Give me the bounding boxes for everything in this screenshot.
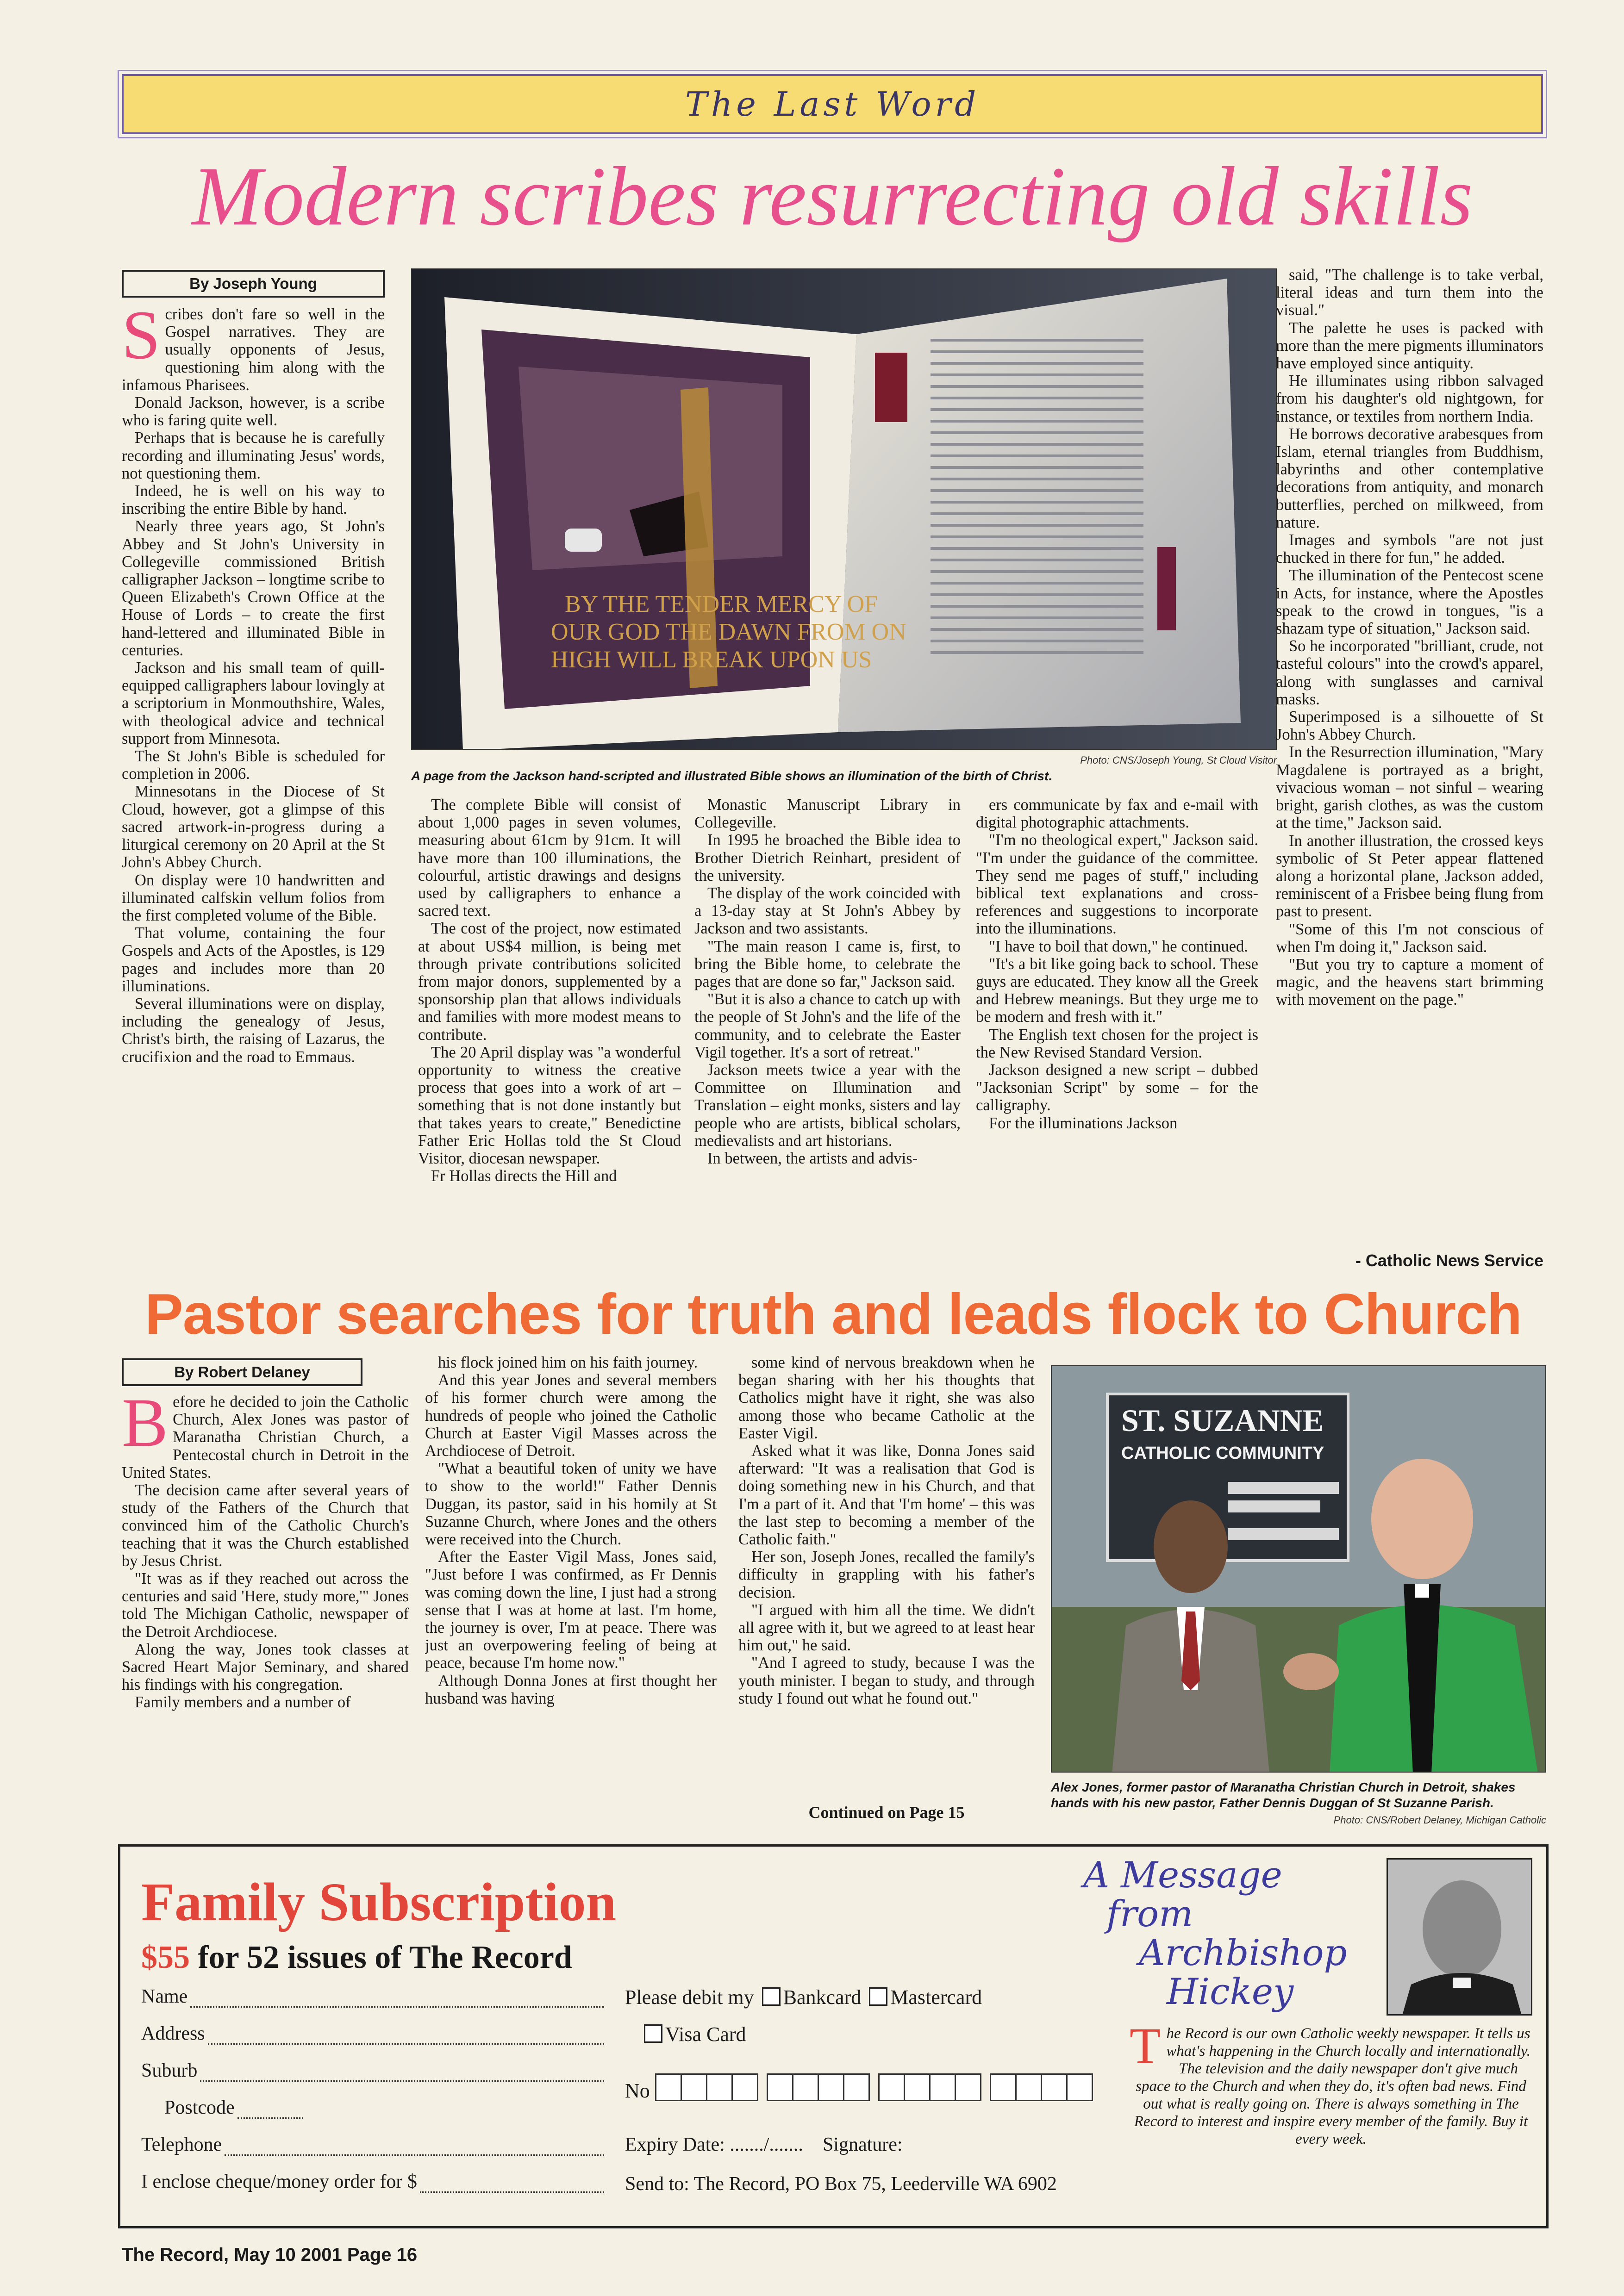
archbishop-message-title: A Message from Archbishop Hickey bbox=[1083, 1854, 1347, 2013]
article1-column-1: Scribes don't fare so well in the Gospel narratives. They are usually opponents of Jesus, questioning him along with the infamous Pharisees. Donald Jackson, however, is a scribe who is faring quite well. Perhaps that is because he is carefully recording and illuminating Jesus' words, not questioning them. Indeed, he is well on his way to inscribing the entire Bible by hand. Nearly three years ago, St John's Abbey and St John's University in Collegeville commissioned British calligrapher Jackson – longtime scribe to Queen Elizabeth's Crown Office at the House of Lords – to create the first hand-lettered and illuminated Bible in centuries. Jackson and his small team of quill-equipped calligraphers labour lovingly at a scriptorium in Monmouthshire, Wales, with theological advice and technical support from Minnesota. The St John's Bible is scheduled for completion in 2006. Minnesotans in the Diocese of St Cloud, however, got a glimpse of this sacred artwork-in-progress during a liturgical ceremony on 20 April at the St John's Abbey Church. On display were 10 handwritten and illuminated calfskin vellum folios from the first completed volume of the Bible. That volume, containing the four Gospels and Acts of the Apostles, is 129 pages and includes more than 20 illuminations. Several illuminations were on display, including the genealogy of Jesus, Christ's birth, the raising of Lazarus, the crucifixion and the road to Emmaus. bbox=[122, 305, 385, 1066]
article1-column-3: Monastic Manuscript Library in Collegeville. In 1995 he broached the Bible idea to Brother Dietrich Reinhart, president of the university. The display of the work coincided with a 13-day stay at St John's Abbey by Jackson and two assistants. "The main reason I came is, first, to bring the Bible home, to celebrate the pages that are done so far," Jackson said. "But it is also a chance to catch up with the people of St John's and the life of the community, and to celebrate the Easter Vigil together. It's a sort of retreat." Jackson meets twice a year with the Committee on Illumination and Translation – eight monks, sisters and lay people who are artists, biblical scholars, medievalists and art historians. In between, the artists and advis- bbox=[694, 796, 961, 1168]
telephone-field[interactable]: Telephone bbox=[141, 2134, 604, 2156]
name-field[interactable]: Name bbox=[141, 1985, 604, 2008]
section-banner: The Last Word bbox=[122, 74, 1543, 134]
article1-column-2: The complete Bible will consist of about 1,000 pages in seven volumes, measuring about 61cm by 91cm. It will have more than 100 illuminations, the colourful, artistic drawings and designs used by calligraphers to enhance a sacred text. The cost of the project, now estimated at about US$4 million, is being met through private contributions solicited from major donors, supplemented by a sponsorship plan that allows individuals and families with more modest means to contribute. The 20 April display was "a wonderful opportunity to witness the creative process that goes into a work of art – something that is not done instantly but that takes years to create," Benedictine Father Eric Hollas told the St Cloud Visitor, diocesan newspaper. Fr Hollas directs the Hill and bbox=[418, 796, 681, 1185]
article1-signoff: - Catholic News Service bbox=[1355, 1251, 1543, 1270]
bible-illumination-photo bbox=[411, 268, 1277, 750]
dropcap: S bbox=[122, 305, 161, 373]
illumination-text-line-2: OUR GOD THE DAWN FROM ON bbox=[551, 619, 906, 645]
mastercard-checkbox[interactable] bbox=[869, 1987, 887, 2006]
article1-column-4: ers communicate by fax and e-mail with digital photographic attachments. "I'm no theological expert," Jackson said. "I'm under the guidance of the committee. They send me pages of stuff," including biblical text explanations and cross-references and suggestions to incorporate into the illuminations. "I have to boil that down," he continued. "It's a bit like going back to school. These guys are educated. They know all the Greek and Hebrew meanings. But they urge me to be modern and fresh with it." The English text chosen for the project is the New Revised Standard Version. Jackson designed a new script – dubbed "Jacksonian Script" by some – for the calligraphy. For the illuminations Jackson bbox=[976, 796, 1258, 1132]
send-to-address: Send to: The Record, PO Box 75, Leederville WA 6902 bbox=[625, 2173, 1057, 2195]
subscription-price: $55 for 52 issues of The Record bbox=[141, 1940, 572, 1975]
article2-column-1: Before he decided to join the Catholic Church, Alex Jones was pastor of Maranatha Christian Church, a Pentecostal church in Detroit in the United States. The decision came after several years of study of the Fathers of the Church that convinced him of the Catholic Church's teaching that it was the Church established by Jesus Christ. "It was as if they reached out across the centuries and said 'Here, study more,'" Jones told The Michigan Catholic, newspaper of the Detroit Archdiocese. Along the way, Jones took classes at Sacred Heart Major Seminary, and shared his findings with his congregation. Family members and a number of bbox=[122, 1393, 409, 1711]
bible-photo-image bbox=[412, 269, 1277, 750]
postcode-field[interactable]: Postcode bbox=[164, 2097, 303, 2119]
subscription-form bbox=[118, 1844, 1549, 2228]
handshake-photo bbox=[1051, 1365, 1546, 1773]
visa-checkbox[interactable] bbox=[644, 2024, 662, 2043]
dropcap: B bbox=[122, 1393, 169, 1461]
visa-option: Visa Card bbox=[641, 2022, 746, 2046]
article2-column-3: some kind of nervous breakdown when he began sharing with her his thoughts that Catholics might have it right, she was also among those who became Catholic at the Easter Vigil. Asked what it was like, Donna Jones said afterward: "It was a realisation that God is doing something new in his Church, and that I'm a part of it. And that 'I'm home' – this was the last step to becoming a member of the Catholic faith." Her son, Joseph Jones, recalled the family's difficulty in grappling with his father's decision. "I argued with him all the time. We didn't all agree with it, but we agreed to at least hear him out," he said. "And I agreed to study, because I was the youth minister. I began to study, and through study I found out what he found out." bbox=[738, 1354, 1035, 1707]
continued-note: Continued on Page 15 bbox=[808, 1803, 965, 1822]
article2-photo-caption: Alex Jones, former pastor of Maranatha Christian Church in Detroit, shakes hands with his new pastor, Father Dennis Duggan of St Suzanne Parish. bbox=[1051, 1780, 1516, 1810]
expiry-signature-row[interactable]: Expiry Date: ......./....... Signature: bbox=[625, 2134, 903, 2155]
debit-options: Please debit my Bankcard Mastercard bbox=[625, 1986, 982, 2009]
article2-photo-credit: Photo: CNS/Robert Delaney, Michigan Catholic bbox=[1333, 1814, 1546, 1826]
page-footer: The Record, May 10 2001 Page 16 bbox=[122, 2245, 418, 2265]
article2-byline: By Robert Delaney bbox=[122, 1358, 362, 1386]
article1-byline: By Joseph Young bbox=[122, 270, 385, 298]
illumination-text-line-1: BY THE TENDER MERCY OF bbox=[565, 591, 878, 617]
archbishop-portrait-image bbox=[1388, 1860, 1532, 2016]
card-number-boxes[interactable] bbox=[655, 2073, 1093, 2101]
article1-photo-caption: A page from the Jackson hand-scripted and illustrated Bible shows an illumination of the birth of Christ. bbox=[411, 769, 1053, 783]
article1-column-5: said, "The challenge is to take verbal, literal ideas and turn them into the visual." The palette he uses is packed with more than the mere pigments illuminators have employed since antiquity. He illuminates using ribbon salvaged from his daughter's old nightgown, for instance, or textiles from northern India. He borrows decorative arabesques from Islam, eternal triangles from Buddhism, labyrinths and other contemplative decorations from antiquity, and monarch butterflies, perched on milkweed, from nature. Images and symbols "are not just chucked in there for fun," he added. The illumination of the Pentecost scene in Acts, for instance, where the Apostles speak to the crowd in tongues, "is a shazam type of situation," Jackson said. So he incorporated "brilliant, crude, not tasteful colours" into the crowd's apparel, along with sunglasses and carnival masks. Superimposed is a silhouette of St John's Abbey Church. In the Resurrection illumination, "Mary Magdalene is portrayed as a bright, vivacious woman – not sinful – wearing bright, garish clothes, as was the custom at the time," Jackson said. In another illustration, the crossed keys symbolic of St Peter appear flattened along a horizontal plane, Jackson added, reminiscent of a Frisbee being flung from past to present. "Some of this I'm not conscious of when I'm doing it," Jackson said. "But you try to capture a moment of magic, and the heavens start brimming with movement on the page." bbox=[1276, 266, 1543, 1009]
address-field[interactable]: Address bbox=[141, 2022, 604, 2045]
article1-headline: Modern scribes resurrecting old skills bbox=[192, 150, 1473, 243]
card-number-row: No bbox=[625, 2073, 1093, 2103]
article2-headline: Pastor searches for truth and leads flock to Church bbox=[145, 1282, 1522, 1346]
subscription-title: Family Subscription bbox=[141, 1872, 617, 1932]
handshake-photo-image bbox=[1052, 1366, 1546, 1773]
church-sign-subtitle: CATHOLIC COMMUNITY bbox=[1121, 1444, 1324, 1463]
article1-photo-credit: Photo: CNS/Joseph Young, St Cloud Visitor bbox=[1080, 754, 1277, 766]
article2-column-2: his flock joined him on his faith journey. And this year Jones and several members of his former church were among the hundreds of people who joined the Catholic Church at Easter Vigil Masses across the Archdiocese of Detroit. "What a beautiful token of unity we have to show to the world!" Father Dennis Duggan, its pastor, said in his homily at St Suzanne Church, where Jones and the others were received into the Church. After the Easter Vigil Mass, Jones said, "Just before I was confirmed, as Fr Dennis was coming down the line, I just had a strong sense that I was at home at last. I'm home, the journey is over, I'm at peace. There was just an overpowering feeling of being at peace, because I'm home now." Although Donna Jones at first thought her husband was having bbox=[425, 1354, 717, 1707]
cheque-amount-field[interactable]: I enclose cheque/money order for $ bbox=[141, 2171, 604, 2193]
church-sign-title: ST. SUZANNE bbox=[1121, 1403, 1324, 1438]
suburb-field[interactable]: Suburb bbox=[141, 2060, 604, 2082]
archbishop-portrait bbox=[1387, 1858, 1532, 2016]
illumination-text-line-3: HIGH WILL BREAK UPON US bbox=[551, 647, 872, 673]
archbishop-message-text: The Record is our own Catholic weekly newspaper. It tells us what's happening in the Church locally and internationally. The television and the daily newspaper don't give much space to the Church and when they do, it's often bad news. Find out what is really going on. There is always something in The Record to interest and inspire every member of the family. Buy it every week. bbox=[1130, 2017, 1530, 2147]
bankcard-checkbox[interactable] bbox=[762, 1987, 781, 2006]
